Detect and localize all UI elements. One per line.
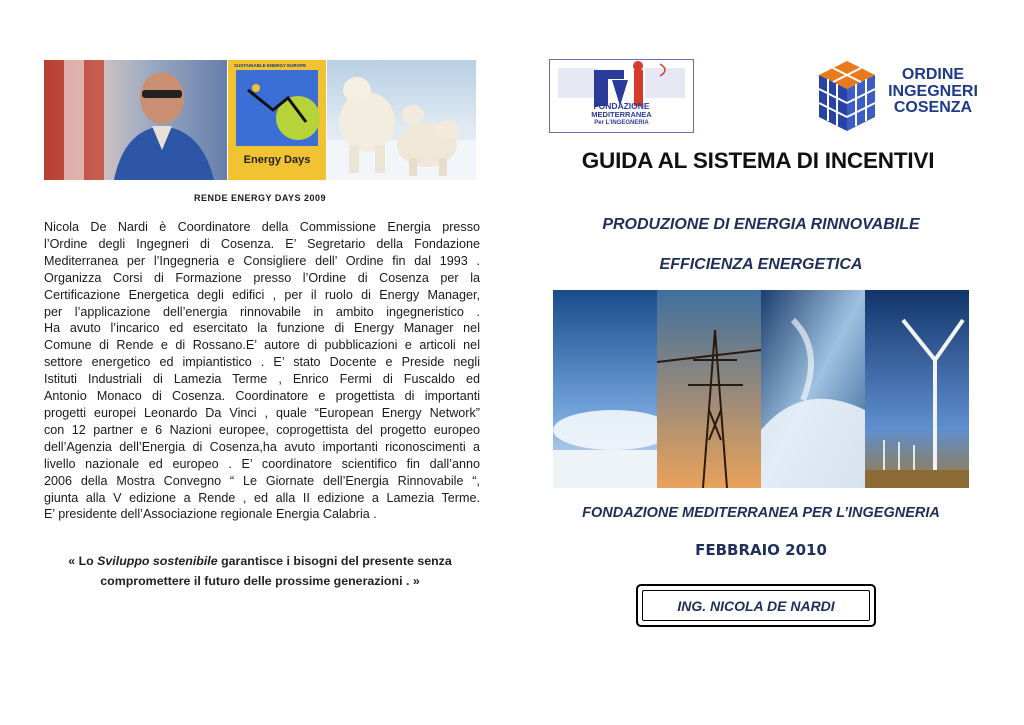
page-title: GUIDA AL SISTEMA DI INCENTIVI — [581, 148, 935, 173]
bio-line: progetti europei Leonardo Da Vinci , quale “European Energy Network” — [44, 405, 480, 420]
photo-caption: RENDE ENERGY DAYS 2009 — [193, 193, 327, 203]
bio-line: Organizza Corsi di Formazione presso l’Ordine di Cosenza per la — [44, 270, 480, 285]
fmi-line1: FONDAZIONE — [593, 101, 650, 111]
author-name: ING. NICOLA DE NARDI — [642, 590, 870, 621]
bio-line: Antonio Monaco di Cosenza. Coordinatore e progettista di importanti — [44, 389, 480, 404]
bio-line: per l’applicazione dell’energia rinnovabile in ambito ingegneristico . — [44, 304, 480, 319]
ordine-line2: INGEGNERI — [888, 82, 978, 100]
quote-open: « Lo — [68, 554, 98, 568]
bio-line: Comune di Rende e di Rossano.E’ autore di pubblicazioni e articoli nel — [44, 338, 480, 353]
bio-line: Istituti Industriali di Lamezia Terme , Enrico Fermi di Fuscaldo ed — [44, 372, 480, 387]
quote-line2: compromettere il futuro delle prossime generazioni . » — [100, 574, 420, 588]
photo-nicola-de-nardi — [44, 60, 227, 180]
ordine-line3: COSENZA — [893, 99, 973, 116]
energy-photo-banner — [553, 290, 969, 488]
bio-line: giunta alla V edizione a Rende , ed alla II edizione a Lamezia Terme. — [44, 490, 480, 505]
ordine-line1: ORDINE — [901, 66, 965, 83]
biography-text — [44, 219, 480, 523]
badge-top-text: SUSTAINABLE ENERGY EUROPE — [234, 63, 307, 68]
publication-date: FEBBRAIO 2010 — [695, 541, 827, 559]
fmi-line2: MEDITERRANEA — [591, 109, 652, 119]
bio-line: con 12 partner e 6 Nazioni europee, coprogettista del progetto europeo — [44, 422, 480, 437]
cube-logo-icon — [815, 59, 879, 133]
bio-line: Ha avuto l’incarico ed esercitato la funzione di Energy Manager nel — [44, 321, 480, 336]
badge-energy-days-text: Energy Days — [243, 154, 311, 166]
bio-line: dell’Agenzia dell’Energia di Cosenza,ha avuto importanti riconoscimenti a — [44, 439, 480, 454]
quote-rest: garantisce i bisogni del presente senza — [217, 554, 452, 568]
quote-italic: Sviluppo sostenibile — [97, 554, 218, 568]
ordine-ingegneri-cosenza-logo — [815, 59, 985, 133]
sustainability-quote — [44, 551, 476, 591]
energy-days-badge — [228, 60, 326, 180]
author-box — [636, 584, 876, 627]
bio-line: settore energetico ed impiantistico . E’ stato Docente e Preside negli — [44, 355, 480, 370]
bio-line: Mediterranea per l’Ingegneria e Consigliere dell’ Ordine fin dal 1993 . — [44, 253, 480, 268]
bio-line: livello nazionale ed europeo . E’ coordinatore scientifico fin dall’anno — [44, 456, 480, 471]
fmi-line3: Per L'INGEGNERIA — [594, 120, 649, 126]
subtitle-renewable: PRODUZIONE DI ENERGIA RINNOVABILE — [602, 216, 920, 233]
bio-line: l’Ordine degli Ingegneri di Cosenza. E’ Segretario della Fondazione — [44, 236, 480, 251]
subtitle-efficiency: EFFICIENZA ENERGETICA — [659, 256, 863, 273]
bio-line: Certificazione Energetica degli edifici , per il ruolo di Energy Manager, — [44, 287, 480, 302]
foundation-name: FONDAZIONE MEDITERRANEA PER L’INGEGNERIA — [582, 505, 940, 521]
fondazione-mediterranea-logo — [549, 59, 694, 133]
bio-line: 2006 della Mostra Convegno “ Le Giornate dell’Energia Rinnovabile “, — [44, 473, 480, 488]
photo-polar-bears — [327, 60, 476, 180]
bio-line: E’ presidente dell’Associazione regionale Energia Calabria . — [44, 507, 377, 522]
bio-line: Nicola De Nardi è Coordinatore della Commissione Energia presso — [44, 220, 480, 234]
